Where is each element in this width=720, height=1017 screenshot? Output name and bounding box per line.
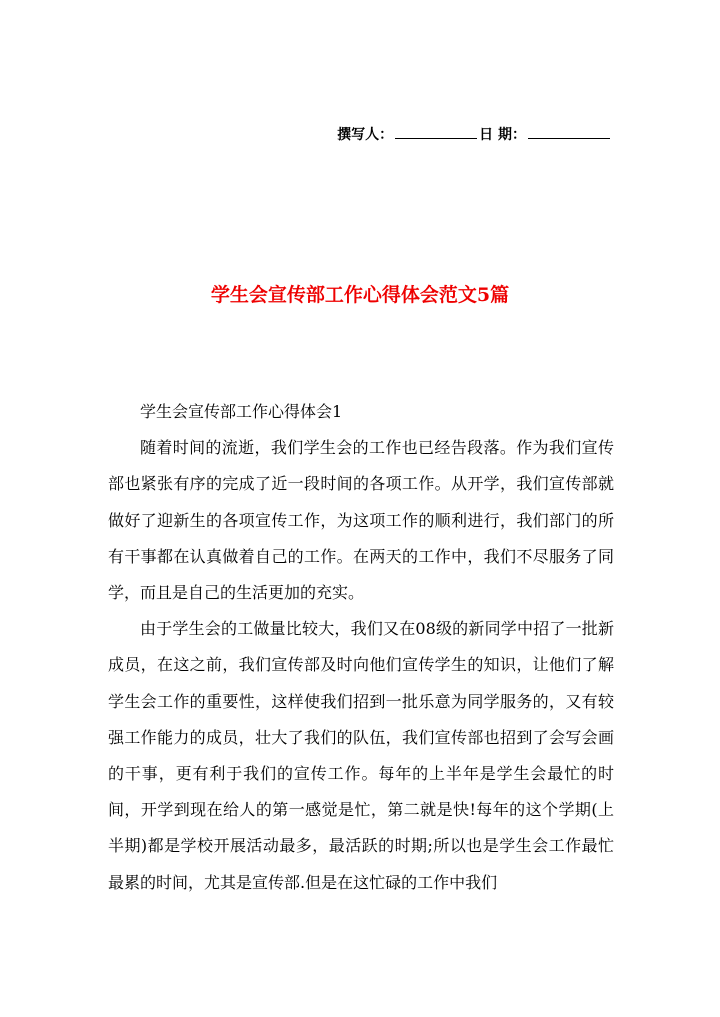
author-blank xyxy=(395,123,477,139)
author-date-line xyxy=(337,123,612,145)
document-title: 学生会宣传部工作心得体会范文5篇 xyxy=(210,284,510,306)
document-body xyxy=(108,394,614,901)
paragraph: 由于学生会的工做量比较大，我们又在08级的新同学中招了一批新成员，在这之前，我们宣传部及时向他们宣传学生的知识，让他们了解学生会工作的重要性，这样使我们招到一批乐意为同学服务的，又有较强工作能力的成员，壮大了我们的队伍，我们宣传部也招到了会写会画的干事，更有利于我们的宣传工作。每年的上半年是学生会最忙的时间，开学到现在给人的第一感觉是忙，第二就是快!每年的这个学期(上半期)都是学校开展活动最多，最活跃的时期;所以也是学生会工作最忙最累的时间，尤其是宣传部.但是在这忙碌的工作中我们 xyxy=(108,619,614,892)
date-blank xyxy=(528,123,610,139)
date-label: 日 期： xyxy=(479,127,526,143)
subheading: 学生会宣传部工作心得体会1 xyxy=(140,402,343,421)
author-label: 撰写人： xyxy=(337,127,394,143)
paragraph: 随着时间的流逝，我们学生会的工作也已经告段落。作为我们宣传部也紧张有序的完成了近一段时间的各项工作。从开学，我们宣传部就做好了迎新生的各项宣传工作，为这项工作的顺利进行，我们部门的所有干事都在认真做着自己的工作。在两天的工作中，我们不尽服务了同学，而且是自己的生活更加的充实。 xyxy=(108,438,614,603)
